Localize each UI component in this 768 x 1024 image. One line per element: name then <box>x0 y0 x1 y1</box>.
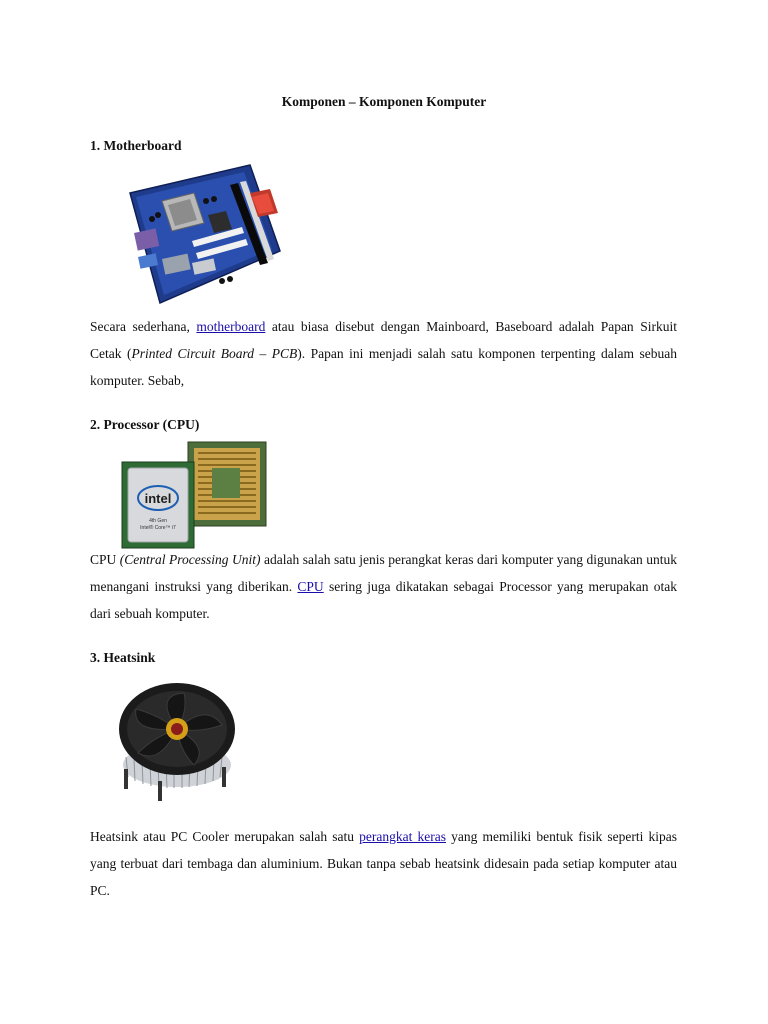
heatsink-photo-icon <box>114 673 240 803</box>
section-heading-processor: 2. Processor (CPU) <box>90 417 200 432</box>
text-run: adalah salah satu jenis perangkat keras dari komputer yang digunakan untuk menangani instruksi yang diberikan. <box>90 552 678 594</box>
cpu-photo-icon <box>120 440 268 552</box>
motherboard-photo-icon <box>122 163 282 309</box>
heatsink-paragraph <box>90 823 677 904</box>
heatsink-image <box>114 673 240 803</box>
cpu-paragraph <box>90 546 677 627</box>
italic-text: Printed Circuit Board – PCB <box>131 346 298 361</box>
motherboard-image <box>122 163 282 309</box>
text-run: sering juga dikatakan sebagai Processor yang merupakan otak dari sebuah komputer. <box>90 579 677 621</box>
cpu-gen-text: 4th Gen <box>149 518 167 524</box>
text-run: yang memiliki bentuk fisik seperti kipas yang terbuat dari tembaga dan aluminium. Bukan tanpa sebab heatsink didesain pada setiap komputer atau PC. <box>90 829 677 898</box>
motherboard-link[interactable]: motherboard <box>196 319 266 334</box>
cpu-image <box>120 440 268 552</box>
section-heading-heatsink: 3. Heatsink <box>90 650 156 665</box>
intel-brand-text: intel <box>144 491 172 506</box>
section-heading-motherboard: 1. Motherboard <box>90 138 182 153</box>
document-title: Komponen – Komponen Komputer <box>281 94 487 109</box>
text-run: Heatsink atau PC Cooler merupakan salah satu <box>90 829 360 844</box>
motherboard-paragraph <box>90 313 677 394</box>
cpu-link[interactable]: CPU <box>297 579 324 594</box>
text-run: CPU <box>90 552 120 567</box>
text-run: ). Papan ini menjadi salah satu komponen terpenting dalam sebuah komputer. Sebab, <box>90 346 677 388</box>
cpu-model-text: Intel® Core™ i7 <box>140 525 176 531</box>
text-run: Secara sederhana, <box>90 319 197 334</box>
italic-text: (Central Processing Unit) <box>119 552 261 567</box>
perangkat-keras-link[interactable]: perangkat keras <box>359 829 446 844</box>
text-run: atau biasa disebut dengan Mainboard, Baseboard adalah Papan Sirkuit Cetak ( <box>90 319 677 361</box>
